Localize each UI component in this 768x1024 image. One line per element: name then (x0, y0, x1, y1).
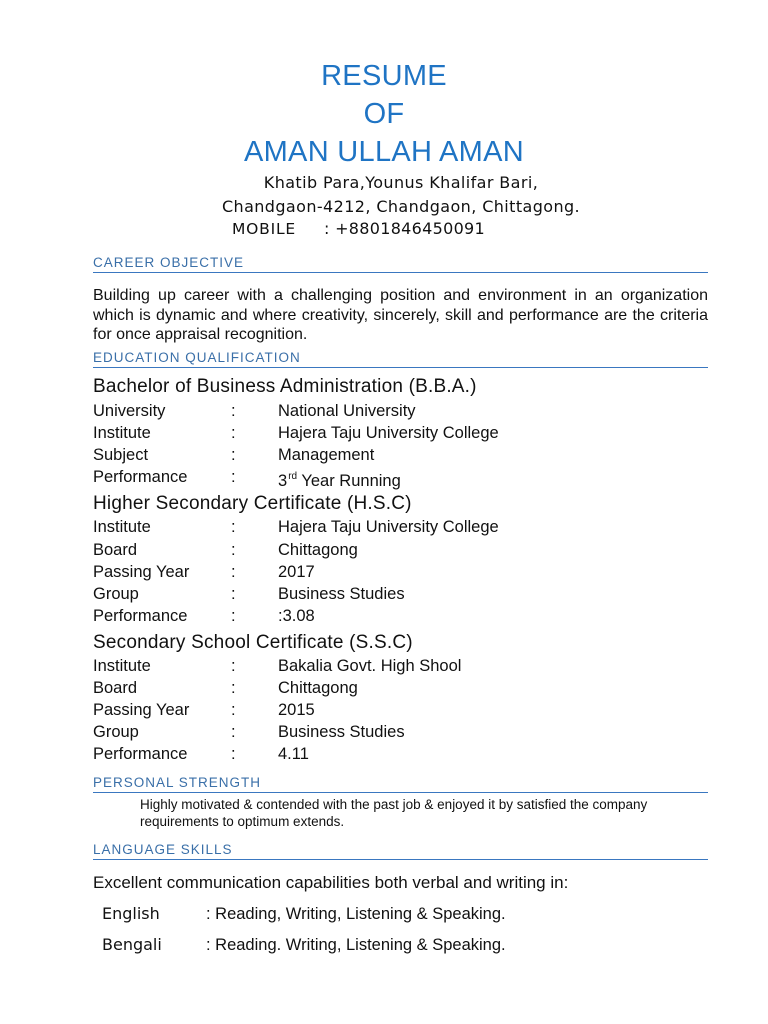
field-label: Performance (93, 607, 188, 625)
education-row (93, 466, 708, 488)
degree-title-hsc: Higher Secondary Certificate (H.S.C) (93, 493, 412, 514)
education-row (93, 583, 708, 605)
education-row (93, 655, 708, 677)
field-label: Subject (93, 446, 149, 464)
field-label: Board (93, 541, 138, 559)
field-separator: : (231, 541, 236, 559)
language-row (102, 902, 702, 926)
mobile-number: : +8801846450091 (324, 219, 486, 238)
year-number: 3 (278, 472, 288, 490)
field-separator: : (231, 607, 236, 625)
field-separator: : (231, 745, 236, 763)
field-label: Institute (93, 518, 151, 536)
career-objective-heading: CAREER OBJECTIVE (93, 255, 708, 273)
language-row (102, 933, 702, 957)
field-separator: : (231, 723, 236, 741)
language-skills: : Reading. Writing, Listening & Speaking. (206, 936, 506, 954)
language-skills: : Reading, Writing, Listening & Speaking. (206, 905, 506, 923)
field-value: Hajera Taju University College (278, 518, 499, 536)
personal-strength-heading: PERSONAL STRENGTH (93, 775, 708, 793)
personal-strength-text: Highly motivated & contended with the past job & enjoyed it by satisfied the company requirements to optimum extends. (140, 797, 648, 829)
language-name: English (102, 904, 160, 923)
field-label: Performance (93, 745, 188, 763)
degree-title-ssc: Secondary School Certificate (S.S.C) (93, 632, 413, 653)
field-separator: : (231, 518, 236, 536)
field-value: :3.08 (278, 607, 315, 625)
field-value: Chittagong (278, 541, 358, 559)
field-value: Management (278, 446, 375, 464)
resume-title-of: OF (363, 98, 405, 130)
field-value (278, 466, 401, 492)
field-separator: : (231, 446, 236, 464)
field-label: Institute (93, 424, 151, 442)
career-objective-text: Building up career with a challenging position and environment in an organization which is dynamic and where creativity, sincerely, skill and performance are the criteria for once appraisal recognition. (93, 287, 708, 343)
language-skills-heading: LANGUAGE SKILLS (93, 842, 708, 860)
field-separator: : (231, 701, 236, 719)
field-separator: : (231, 657, 236, 675)
field-label: Group (93, 585, 139, 603)
education-row (93, 721, 708, 743)
education-row (93, 605, 708, 627)
field-separator: : (231, 585, 236, 603)
field-separator: : (231, 563, 236, 581)
field-value: Chittagong (278, 679, 358, 697)
education-row (93, 677, 708, 699)
ordinal-suffix: rd (288, 471, 298, 482)
field-label: Institute (93, 657, 151, 675)
mobile-label: MOBILE (232, 220, 297, 238)
address-line-1: Khatib Para,Younus Khalifar Bari, (263, 173, 539, 192)
field-label: Group (93, 723, 139, 741)
field-value: Bakalia Govt. High Shool (278, 657, 462, 675)
education-heading: EDUCATION QUALIFICATION (93, 350, 708, 368)
field-label: Passing Year (93, 563, 190, 581)
address-line-2: Chandgaon-4212, Chandgaon, Chittagong. (221, 197, 581, 216)
field-label: University (93, 402, 166, 420)
field-separator: : (231, 402, 236, 420)
candidate-name: AMAN ULLAH AMAN (243, 136, 525, 168)
language-name: Bengali (102, 935, 162, 954)
field-label: Passing Year (93, 701, 190, 719)
field-value: National University (278, 402, 416, 420)
education-row (93, 539, 708, 561)
education-row (93, 516, 708, 538)
education-row (93, 422, 708, 444)
field-value: 4.11 (278, 745, 309, 763)
field-separator: : (231, 679, 236, 697)
language-intro: Excellent communication capabilities both verbal and writing in: (93, 873, 569, 892)
field-value: Hajera Taju University College (278, 424, 499, 442)
field-label: Board (93, 679, 138, 697)
education-row (93, 743, 708, 765)
field-value: Business Studies (278, 723, 405, 741)
field-label: Performance (93, 468, 188, 486)
year-status: Year Running (297, 472, 401, 490)
field-value: Business Studies (278, 585, 405, 603)
resume-title: RESUME (321, 60, 447, 92)
education-row (93, 444, 708, 466)
field-value: 2015 (278, 701, 315, 719)
education-row (93, 699, 708, 721)
education-row (93, 400, 708, 422)
field-separator: : (231, 424, 236, 442)
field-value: 2017 (278, 563, 315, 581)
field-separator: : (231, 468, 236, 486)
degree-title-bba: Bachelor of Business Administration (B.B.A.) (93, 376, 477, 397)
education-row (93, 561, 708, 583)
